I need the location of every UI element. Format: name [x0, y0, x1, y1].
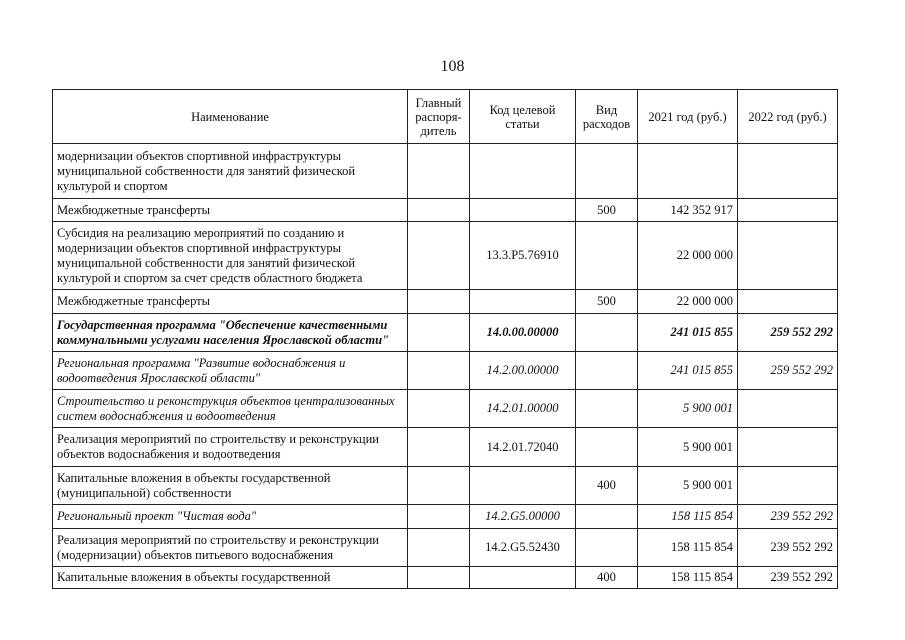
row-2022: [738, 199, 838, 222]
row-code: 13.3.P5.76910: [470, 222, 576, 290]
row-type: [576, 505, 638, 529]
row-manager: [408, 467, 470, 505]
row-manager: [408, 352, 470, 390]
row-2021: 158 115 854: [638, 505, 738, 529]
row-code: 14.2.01.72040: [470, 428, 576, 467]
row-2022: 239 552 292: [738, 505, 838, 529]
row-code: [470, 567, 576, 589]
row-2021: 158 115 854: [638, 567, 738, 589]
table-header-row: [53, 90, 838, 144]
row-type: [576, 428, 638, 467]
header-main-manager: Главный распоря-дитель: [408, 90, 470, 144]
table-row: [53, 144, 838, 199]
row-2021: 5 900 001: [638, 467, 738, 505]
table-row: [53, 314, 838, 352]
row-code: [470, 290, 576, 314]
table-row: [53, 222, 838, 290]
header-target-code: Код целевой статьи: [470, 90, 576, 144]
row-code: 14.2.G5.52430: [470, 529, 576, 567]
row-type: 500: [576, 290, 638, 314]
row-type: 400: [576, 567, 638, 589]
row-code: 14.2.01.00000: [470, 390, 576, 428]
page-number: 108: [440, 58, 465, 75]
table-row: [53, 199, 838, 222]
row-2021: 22 000 000: [638, 222, 738, 290]
row-manager: [408, 199, 470, 222]
row-type: [576, 390, 638, 428]
row-2022: 239 552 292: [738, 567, 838, 589]
row-code: 14.2.G5.00000: [470, 505, 576, 529]
header-year-2022: 2022 год (руб.): [738, 90, 838, 144]
row-code: [470, 199, 576, 222]
row-2022: [738, 467, 838, 505]
row-manager: [408, 390, 470, 428]
row-manager: [408, 529, 470, 567]
row-name: модернизации объектов спортивной инфраструктуры муниципальной собственности для занятий физической культурой и спортом: [53, 144, 408, 199]
header-year-2021: 2021 год (руб.): [638, 90, 738, 144]
row-name: Капитальные вложения в объекты государственной: [53, 567, 408, 589]
row-2022: [738, 428, 838, 467]
row-type: [576, 529, 638, 567]
row-2022: [738, 390, 838, 428]
row-name: Государственная программа "Обеспечение качественными коммунальными услугами населения Ярославской области": [53, 314, 408, 352]
row-2022: [738, 290, 838, 314]
row-manager: [408, 567, 470, 589]
row-type: [576, 352, 638, 390]
row-2021: 22 000 000: [638, 290, 738, 314]
table-row: [53, 352, 838, 390]
row-code: [470, 467, 576, 505]
row-name: Региональный проект "Чистая вода": [53, 505, 408, 529]
row-manager: [408, 144, 470, 199]
table-row: [53, 567, 838, 589]
row-2022: 239 552 292: [738, 529, 838, 567]
row-code: 14.0.00.00000: [470, 314, 576, 352]
row-name: Строительство и реконструкция объектов централизованных систем водоснабжения и водоотведения: [53, 390, 408, 428]
row-type: [576, 144, 638, 199]
table-row: [53, 505, 838, 529]
row-manager: [408, 314, 470, 352]
row-2021: 5 900 001: [638, 428, 738, 467]
row-name: Реализация мероприятий по строительству и реконструкции объектов водоснабжения и водоотведения: [53, 428, 408, 467]
budget-table: [52, 89, 838, 589]
row-name: Реализация мероприятий по строительству и реконструкции (модернизации) объектов питьевого водоснабжения: [53, 529, 408, 567]
row-2022: [738, 222, 838, 290]
row-2021: 158 115 854: [638, 529, 738, 567]
header-name: Наименование: [53, 90, 408, 144]
row-manager: [408, 428, 470, 467]
row-2022: 259 552 292: [738, 352, 838, 390]
row-2021: 241 015 855: [638, 352, 738, 390]
row-type: 500: [576, 199, 638, 222]
table-row: [53, 529, 838, 567]
row-2021: [638, 144, 738, 199]
row-manager: [408, 222, 470, 290]
row-2021: 142 352 917: [638, 199, 738, 222]
row-code: 14.2.00.00000: [470, 352, 576, 390]
row-code: [470, 144, 576, 199]
table-row: [53, 467, 838, 505]
row-type: [576, 222, 638, 290]
row-type: 400: [576, 467, 638, 505]
row-name: Субсидия на реализацию мероприятий по созданию и модернизации объектов спортивной инфраструктуры муниципальной собственности для занятий физической культурой и спортом за счет средств областного бюджета: [53, 222, 408, 290]
row-name: Региональная программа "Развитие водоснабжения и водоотведения Ярославской области": [53, 352, 408, 390]
table-row: [53, 428, 838, 467]
row-2021: 5 900 001: [638, 390, 738, 428]
table-row: [53, 290, 838, 314]
header-expense-type: Вид расходов: [576, 90, 638, 144]
row-2022: 259 552 292: [738, 314, 838, 352]
row-manager: [408, 505, 470, 529]
row-type: [576, 314, 638, 352]
table-row: [53, 390, 838, 428]
row-name: Капитальные вложения в объекты государственной (муниципальной) собственности: [53, 467, 408, 505]
row-name: Межбюджетные трансферты: [53, 290, 408, 314]
row-name: Межбюджетные трансферты: [53, 199, 408, 222]
row-manager: [408, 290, 470, 314]
row-2021: 241 015 855: [638, 314, 738, 352]
row-2022: [738, 144, 838, 199]
